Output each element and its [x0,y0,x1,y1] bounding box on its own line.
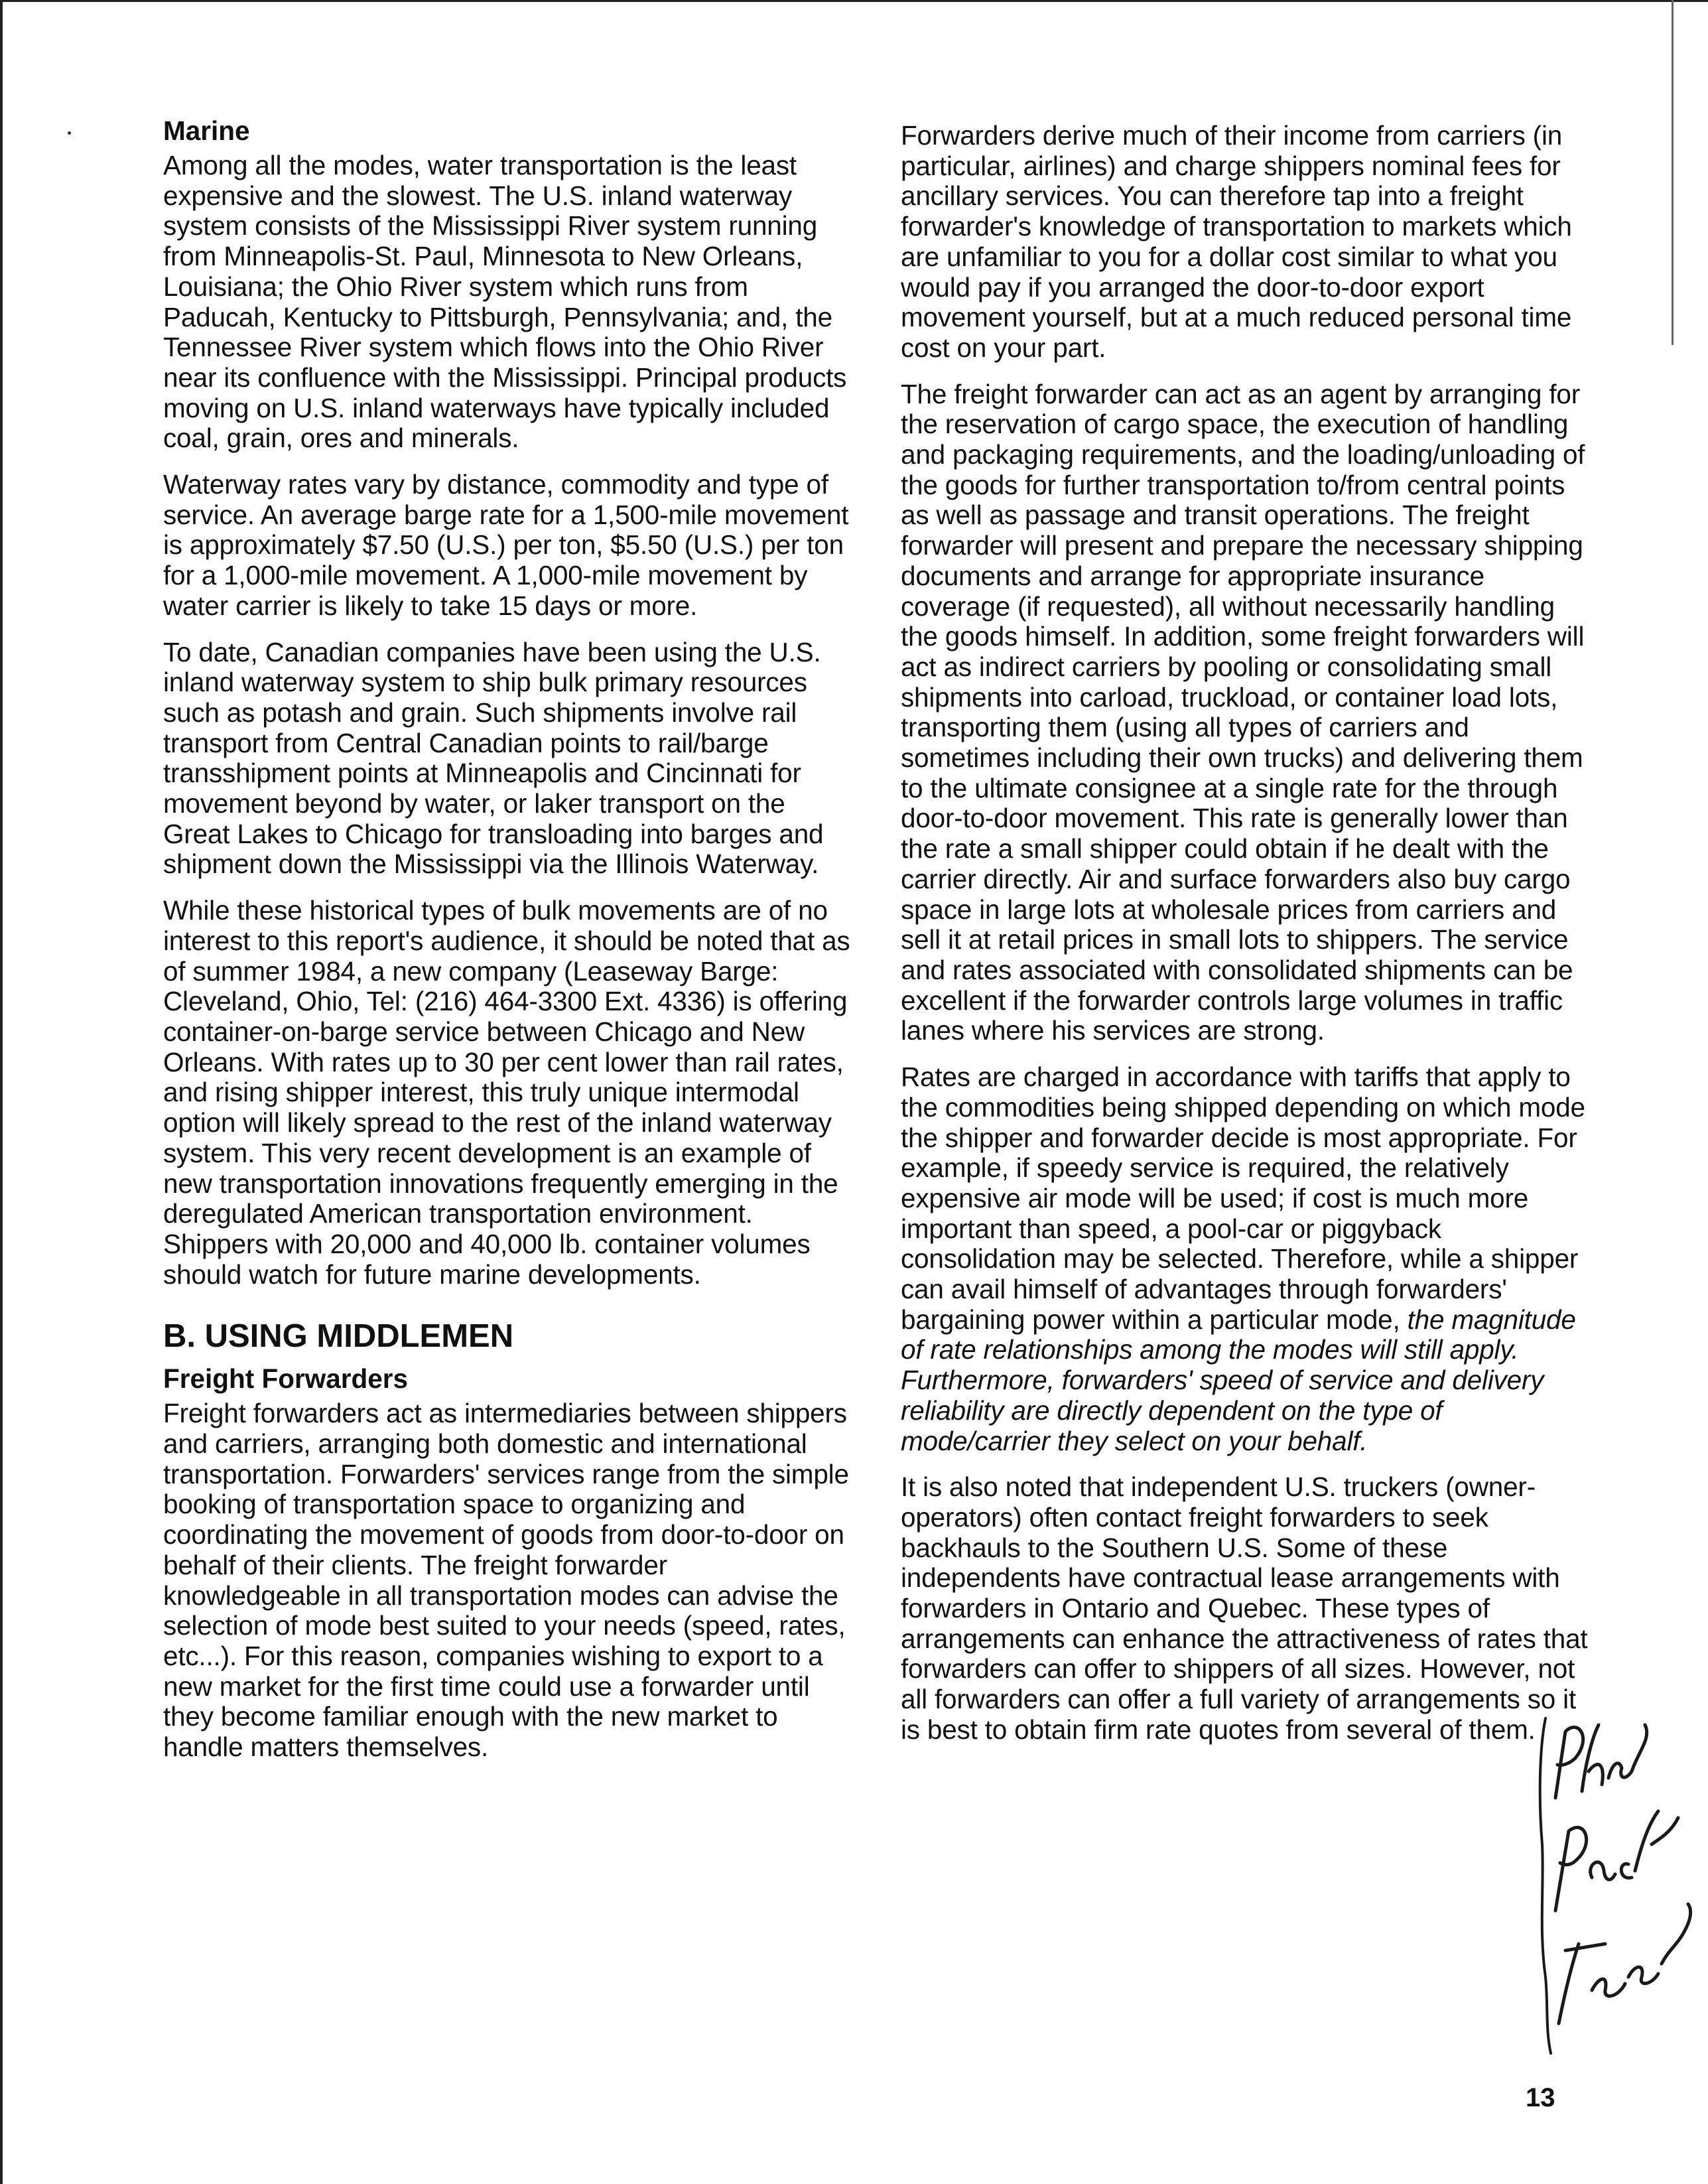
freight-forwarders-heading: Freight Forwarders [163,1363,409,1395]
handwritten-signature [1519,1712,1698,2057]
freight-forwarders-paragraph-1: Freight forwarders act as intermediaries between shippers and carriers, arranging both domestic and international transportation. Forwarders' services range from the simple booking of transportation space to organizing and coordinating the movement of goods from door-to-door on behalf of their clients. The freight forwarder knowledgeable in all transportation modes can advise the selection of mode best suited to your needs (speed, rates, etc...). For this reason, companies wishing to export to a new market for the first time could use a forwarder until they become familiar enough with the new market to handle matters themselves. [163,1398,849,1763]
marine-paragraph-4: While these historical types of bulk movements are of no interest to this report's audience, it should be noted that as of summer 1984, a new company (Leaseway Barge: Cleveland, Ohio, Tel: (216) 464-3300 Ext. 4336) is offering container-on-barge service between Chicago and New Orleans. With rates up to 30 per cent lower than rail rates, and rising shipper interest, this truly unique intermodal option will likely spread to the rest of the inland waterway system. This very recent development is an example of new transportation innovations frequently emerging in the deregulated American transportation environment. Shippers with 20,000 and 40,000 lb. container volumes should watch for future marine developments. [163,895,850,1290]
rates-paragraph-italic: the magnitude of rate relationships among the modes will still apply. Furthermore, forwarders' speed of service and delivery reliability are directly dependent on the type of mode/carrier they select on your behalf. [901,1304,1576,1456]
page-border-top [0,0,1708,2]
truckers-paragraph: It is also noted that independent U.S. truckers (owner-operators) often contact freight forwarders to seek backhauls to the Southern U.S. Some of these independents have contractual lease arrangements with forwarders in Ontario and Quebec. These types of arrangements can enhance the attractiveness of rates that forwarders can offer to shippers of all sizes. However, not all forwarders can offer a full variety of arrangements so it is best to obtain firm rate quotes from several of them. [901,1471,1588,1745]
page-number: 13 [1526,2083,1555,2112]
marine-paragraph-1: Among all the modes, water transportation is the least expensive and the slowest. The U.S. inland waterway system consists of the Mississippi River system running from Minneapolis-St. Paul, Minnesota to New Orleans, Louisiana; the Ohio River system which runs from Paducah, Kentucky to Pittsburgh, Pennsylvania; and, the Tennessee River system which flows into the Ohio River near its confluence with the Mississippi. Principal products moving on U.S. inland waterways have typically included coal, grain, ores and minerals. [163,150,847,454]
marine-paragraph-3: To date, Canadian companies have been using the U.S. inland waterway system to ship bulk primary resources such as potash and grain. Such shipments involve rail transport from Central Canadian points to rail/barge transshipment points at Minneapolis and Cincinnati for movement beyond by water, or laker transport on the Great Lakes to Chicago for transloading into barges and shipment down the Mississippi via the Illinois Waterway. [163,636,824,880]
forwarder-agent-paragraph: The freight forwarder can act as an agent by arranging for the reservation of cargo space, the execution of handling and packaging requirements, and the loading/unloading of the goods for further transportation to/from central points as well as passage and transit operations. The freight forwarder will present and prepare the necessary shipping documents and arrange for appropriate insurance coverage (if requested), all without necessarily handling the goods himself. In addition, some freight forwarders will act as indirect carriers by pooling or consolidating small shipments into carload, truckload, or container load lots, transporting them (using all types of carriers and sometimes including their own trucks) and delivering them to the ultimate consignee at a single rate for the through door-to-door movement. This rate is generally lower than the rate a small shipper could obtain if he dealt with the carrier directly. Air and surface forwarders also buy cargo space in large lots at wholesale prices from carriers and sell it at retail prices in small lots to shippers. The service and rates associated with consolidated shipments can be excellent if the forwarder controls large volumes in traffic lanes where his services are strong. [901,378,1585,1046]
page-border-right [1672,0,1674,345]
left-column [163,109,850,1779]
section-heading: B. USING MIDDLEMEN [163,1318,514,1355]
scan-speck [68,131,71,135]
rates-paragraph [901,1062,1594,1456]
right-column [901,121,1594,1761]
page-border-left [0,0,3,2184]
forwarders-income-paragraph: Forwarders derive much of their income from carriers (in particular, airlines) and charge shippers nominal fees for ancillary services. You can therefore tap into a freight forwarder's knowledge of transportation to markets which are unfamiliar to you for a dollar cost similar to what you would pay if you arranged the door-to-door export movement yourself, but at a much reduced personal time cost on your part. [901,120,1572,363]
rates-paragraph-plain: Rates are charged in accordance with tariffs that apply to the commodities being shipped depending on which mode the shipper and forwarder decide is most appropriate. For example, if speedy service is required, the relatively expensive air mode will be used; if cost is much more important than speed, a pool-car or piggyback consolidation may be selected. Therefore, while a shipper can avail himself of advantages through forwarders' bargaining power within a particular mode, [901,1061,1585,1335]
marine-paragraph-2: Waterway rates vary by distance, commodity and type of service. An average barge rate for a 1,500-mile movement is approximately $7.50 (U.S.) per ton, $5.50 (U.S.) per ton for a 1,000-mile movement. A 1,000-mile movement by water carrier is likely to take 15 days or more. [163,469,849,621]
marine-heading: Marine [163,115,250,146]
